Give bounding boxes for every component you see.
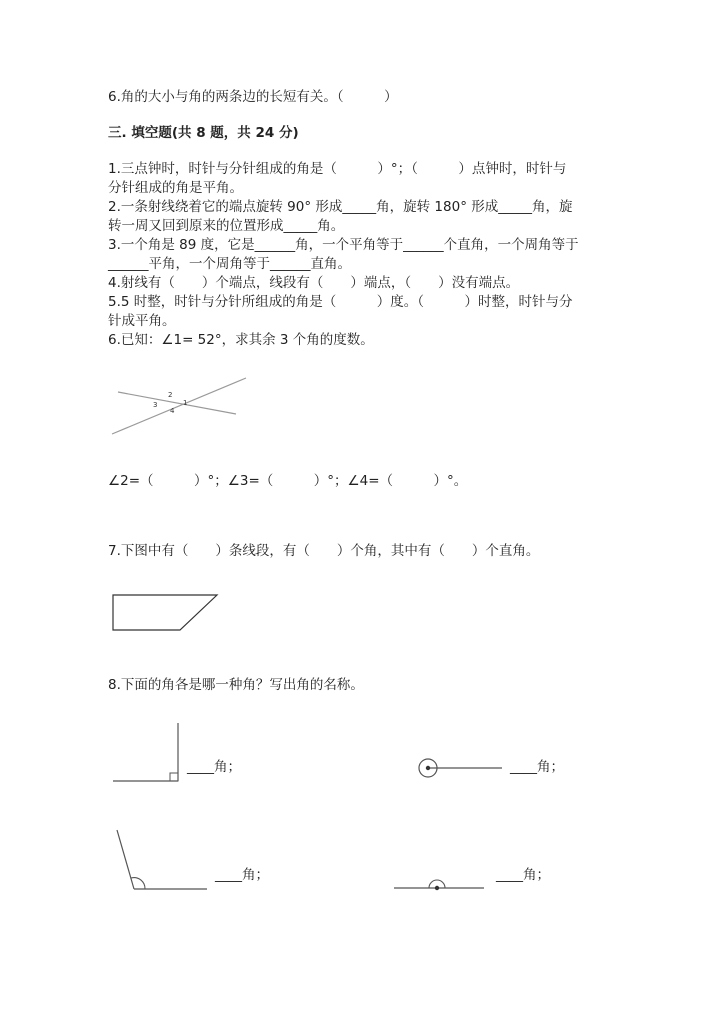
fill-q5-line2: 针成平角。	[108, 313, 176, 329]
fill-q7: 7.下图中有（ ）条线段，有（ ）个角，其中有（ ）个直角。	[108, 543, 540, 559]
angle-label-2: 2	[168, 391, 173, 399]
answer-blank-right-angle: ____角；	[187, 759, 241, 775]
fill-q6-answer: ∠2=（ ）°；∠3=（ ）°；∠4=（ ）°。	[108, 473, 468, 489]
fill-q5-line1: 5.5 时整，时针与分针所组成的角是（ ）度。（ ）时整，时针与分	[108, 294, 573, 310]
fill-q2-line1: 2.一条射线绕着它的端点旋转 90° 形成_____角，旋转 180° 形成_____角，旋	[108, 199, 573, 215]
section-3-title: 三. 填空题(共 8 题，共 24 分)	[108, 125, 299, 141]
fill-q3-line2: ______平角，一个周角等于______直角。	[108, 256, 351, 272]
vertex-dot	[426, 766, 430, 770]
obtuse-angle-figure	[117, 830, 207, 889]
fill-q6: 6.已知：∠1= 52°，求其余 3 个角的度数。	[108, 332, 374, 348]
fill-q1-line2: 分针组成的角是平角。	[108, 180, 243, 196]
fill-q3-line1: 3.一个角是 89 度，它是______角，一个平角等于______个直角，一个周角等于	[108, 237, 579, 253]
fill-q1-line1: 1.三点钟时，时针与分针组成的角是（ ）°；（ ）点钟时，时针与	[108, 161, 567, 177]
judge-question-6: 6.角的大小与角的两条边的长短有关。（ ）	[108, 89, 398, 105]
angle-label-4: 4	[170, 407, 175, 415]
fill-q2-line2: 转一周又回到原来的位置形成_____角。	[108, 218, 345, 234]
fill-q4: 4.射线有（ ）个端点，线段有（ ）端点，（ ）没有端点。	[108, 275, 520, 291]
vertex-dot	[435, 886, 439, 890]
full-angle-figure	[419, 759, 502, 777]
right-angle-mark	[170, 773, 178, 781]
answer-blank-full-angle: ____角；	[510, 759, 564, 775]
angle-label-3: 3	[153, 401, 158, 409]
fill-q8: 8.下面的角各是哪一种角？写出角的名称。	[108, 677, 364, 693]
straight-angle-figure	[394, 880, 484, 890]
right-angle-figure	[113, 723, 178, 781]
answer-blank-straight-angle: ____角；	[496, 867, 550, 883]
answer-blank-obtuse-angle: ____角；	[215, 867, 269, 883]
angle-label-1: 1	[183, 399, 188, 407]
